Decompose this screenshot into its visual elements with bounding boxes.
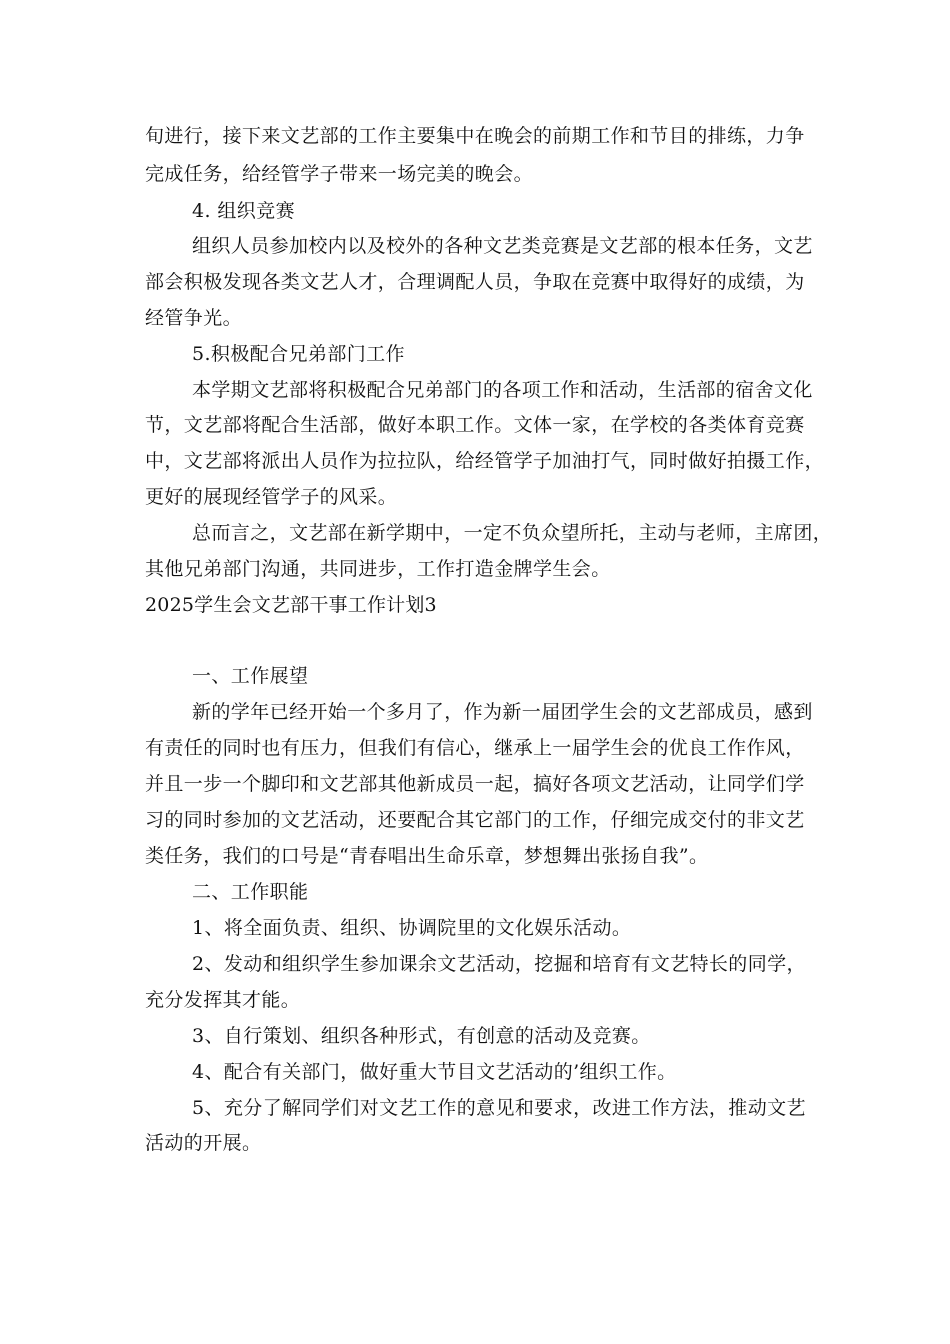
paragraph-line: 并且一步一个脚印和文艺部其他新成员一起，搞好各项文艺活动，让同学们学: [145, 773, 805, 795]
paragraph-line: 更好的展现经管学子的风采。: [145, 486, 398, 508]
list-item: 5、充分了解同学们对文艺工作的意见和要求，改进工作方法，推动文艺: [192, 1097, 806, 1119]
paragraph-line: 完成任务，给经管学子带来一场完美的晚会。: [145, 163, 534, 185]
paragraph-line: 组织人员参加校内以及校外的各种文艺类竞赛是文艺部的根本任务，文艺: [192, 235, 813, 257]
paragraph-line: 活动的开展。: [145, 1132, 262, 1154]
paragraph-line: 充分发挥其才能。: [145, 989, 301, 1011]
section-title: 2025学生会文艺部干事工作计划3: [145, 594, 437, 616]
paragraph-line: 其他兄弟部门沟通，共同进步，工作打造金牌学生会。: [145, 558, 611, 580]
paragraph-line: 新的学年已经开始一个多月了，作为新一届团学生会的文艺部成员，感到: [192, 701, 813, 723]
section-heading: 4. 组织竞赛: [192, 200, 295, 222]
list-item: 2、发动和组织学生参加课余文艺活动，挖掘和培育有文艺特长的同学，: [192, 953, 806, 975]
paragraph-line: 本学期文艺部将积极配合兄弟部门的各项工作和活动，生活部的宿舍文化: [192, 379, 813, 401]
list-item: 4、配合有关部门，做好重大节目文艺活动的’组织工作。: [192, 1061, 677, 1083]
section-heading: 二、工作职能: [192, 881, 309, 903]
paragraph-line: 类任务，我们的口号是“青春唱出生命乐章，梦想舞出张扬自我”。: [145, 845, 709, 867]
paragraph-line: 节，文艺部将配合生活部，做好本职工作。文体一家，在学校的各类体育竞赛: [145, 414, 805, 436]
list-item: 1、将全面负责、组织、协调院里的文化娱乐活动。: [192, 917, 632, 939]
section-heading: 一、工作展望: [192, 665, 309, 687]
paragraph-line: 有责任的同时也有压力，但我们有信心，继承上一届学生会的优良工作作风，: [145, 737, 805, 759]
paragraph-line: 旬进行，接下来文艺部的工作主要集中在晚会的前期工作和节目的排练，力争: [145, 125, 805, 147]
section-heading: 5.积极配合兄弟部门工作: [192, 343, 405, 365]
paragraph-line: 经管争光。: [145, 307, 243, 329]
paragraph-line: 中，文艺部将派出人员作为拉拉队，给经管学子加油打气，同时做好拍摄工作，: [145, 450, 825, 472]
list-item: 3、自行策划、组织各种形式，有创意的活动及竞赛。: [192, 1025, 651, 1047]
paragraph-line: 总而言之，文艺部在新学期中，一定不负众望所托，主动与老师，主席团，: [192, 522, 833, 544]
paragraph-line: 习的同时参加的文艺活动，还要配合其它部门的工作，仔细完成交付的非文艺: [145, 809, 805, 831]
paragraph-line: 部会积极发现各类文艺人才，合理调配人员，争取在竞赛中取得好的成绩，为: [145, 271, 805, 293]
